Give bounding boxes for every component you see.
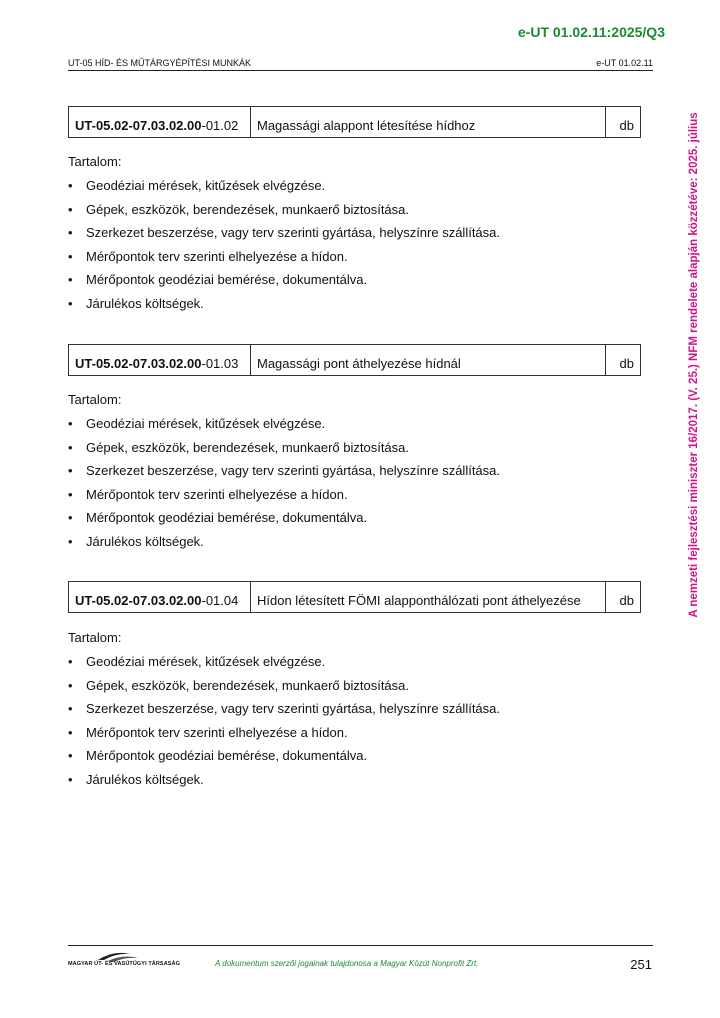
item-table xyxy=(68,581,641,613)
list-item: • Gépek, eszközök, berendezések, munkaerő biztosítása. xyxy=(68,677,410,693)
list-item: • Mérőpontok terv szerinti elhelyezése a hídon. xyxy=(68,724,348,740)
running-header-title: UT-05 HÍD- ÉS MŰTÁRGYÉPÍTÉSI MUNKÁK xyxy=(68,58,252,68)
list-item: • Mérőpontok terv szerinti elhelyezése a hídon. xyxy=(68,486,348,502)
logo-text: MAGYAR ÚT- ÉS VASÚTÜGYI TÁRSASÁG xyxy=(68,961,180,967)
item-title: Magassági alappont létesítése hídhoz xyxy=(251,107,606,137)
item-unit: db xyxy=(619,593,634,608)
list-item: • Mérőpontok geodéziai bemérése, dokumentálva. xyxy=(68,272,368,287)
publication-side-note: A nemzeti fejlesztési miniszter 16/2017. (V. 25.) NFM rendelete alapján közzétéve: 2025. július xyxy=(688,112,700,618)
content-list xyxy=(68,416,500,557)
list-item: • Mérőpontok geodéziai bemérése, dokumentálva. xyxy=(68,510,368,525)
item-table xyxy=(68,106,641,138)
footer-divider xyxy=(68,945,653,946)
document-code: e-UT 01.02.11:2025/Q3 xyxy=(517,24,665,40)
list-item: • Gépek, eszközök, berendezések, munkaerő biztosítása. xyxy=(68,201,410,217)
item-unit: db xyxy=(619,118,634,133)
copyright-notice: A dokumentum szerzői jogainak tulajdonosa a Magyar Közút Nonprofit Zrt. xyxy=(215,959,479,968)
list-item: • Szerkezet beszerzése, vagy terv szerinti gyártása, helyszínre szállítása. xyxy=(68,701,501,716)
list-item: • Szerkezet beszerzése, vagy terv szerinti gyártása, helyszínre szállítása. xyxy=(68,225,501,240)
content-label: Tartalom: xyxy=(68,154,122,169)
list-item: • Szerkezet beszerzése, vagy terv szerinti gyártása, helyszínre szállítása. xyxy=(68,463,501,478)
list-item: • Geodéziai mérések, kitűzések elvégzése. xyxy=(68,654,326,669)
running-header-code: e-UT 01.02.11 xyxy=(596,58,653,68)
item-table xyxy=(68,344,641,376)
list-item: • Geodéziai mérések, kitűzések elvégzése. xyxy=(68,178,326,193)
item-title: Hídon létesített FÖMI alapponthálózati pont áthelyezése xyxy=(251,582,606,612)
content-list xyxy=(68,178,500,319)
list-item: • Járulékos költségek. xyxy=(68,295,204,311)
list-item: • Járulékos költségek. xyxy=(68,771,204,787)
running-header xyxy=(68,58,653,71)
page-number: 251 xyxy=(630,957,652,972)
company-logo-icon xyxy=(68,950,168,970)
content-label: Tartalom: xyxy=(68,392,122,407)
item-code: UT-05.02-07.03.02.00 -01.02 xyxy=(69,107,251,137)
list-item: • Gépek, eszközök, berendezések, munkaerő biztosítása. xyxy=(68,439,410,455)
item-code: UT-05.02-07.03.02.00 -01.03 xyxy=(69,345,251,375)
content-label: Tartalom: xyxy=(68,630,122,645)
list-item: • Mérőpontok geodéziai bemérése, dokumentálva. xyxy=(68,748,368,763)
content-list xyxy=(68,654,500,795)
list-item: • Geodéziai mérések, kitűzések elvégzése. xyxy=(68,416,326,431)
item-title: Magassági pont áthelyezése hídnál xyxy=(251,345,606,375)
list-item: • Mérőpontok terv szerinti elhelyezése a hídon. xyxy=(68,248,348,264)
item-code: UT-05.02-07.03.02.00 -01.04 xyxy=(69,582,251,612)
list-item: • Járulékos költségek. xyxy=(68,533,204,549)
item-unit: db xyxy=(619,356,634,371)
